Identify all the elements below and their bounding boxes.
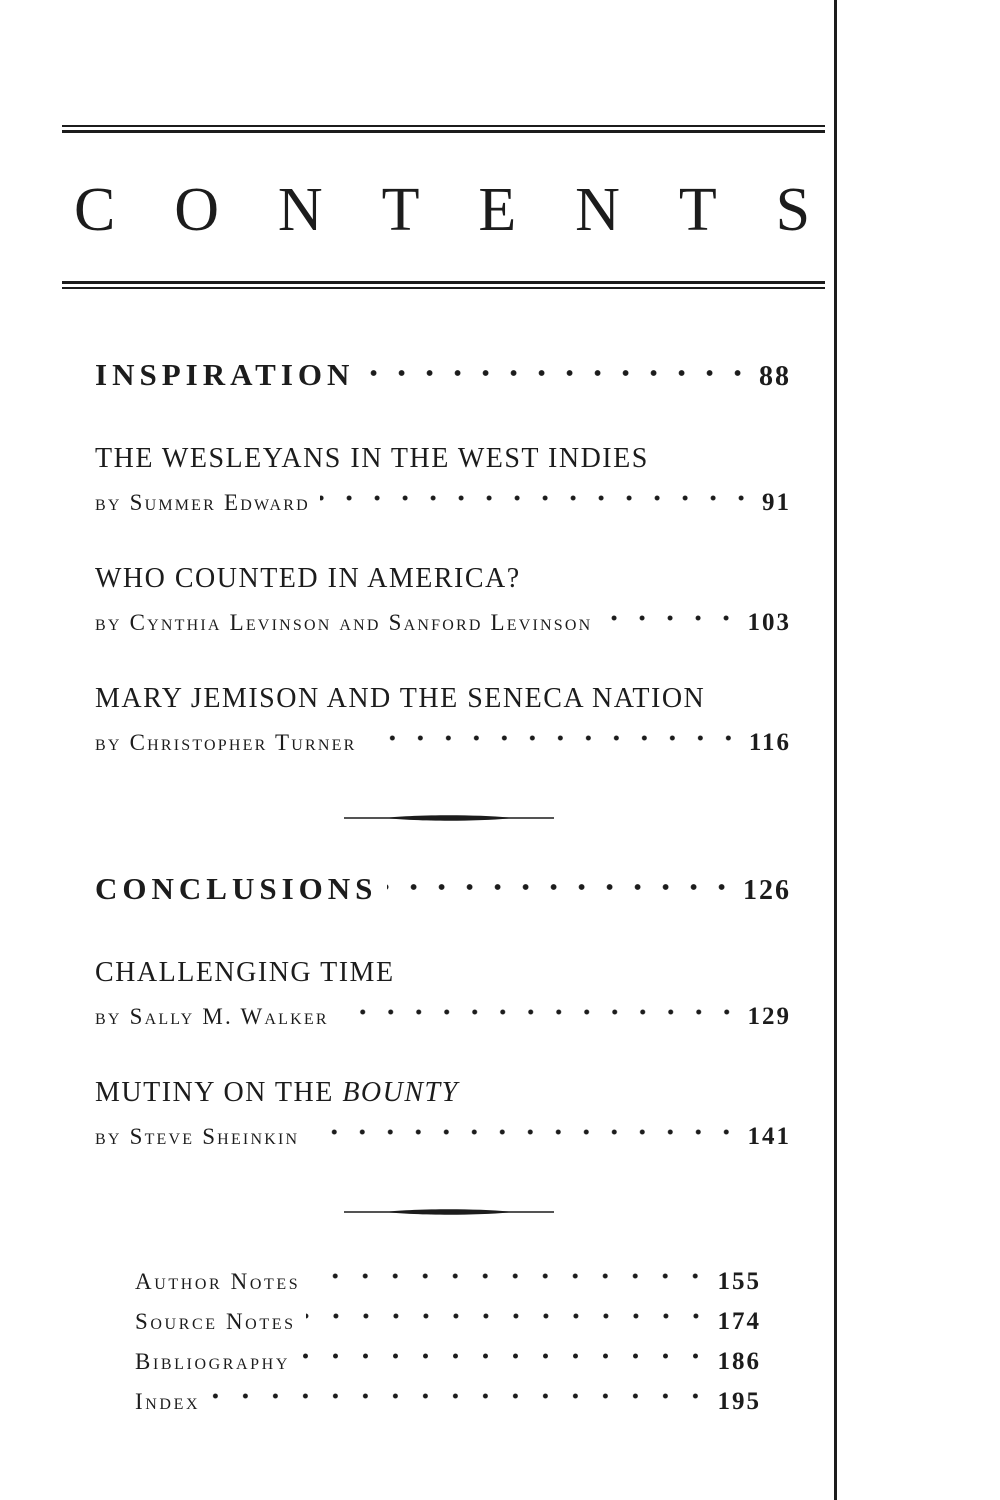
entry-title: MARY JEMISON AND THE SENECA NATION [95, 683, 706, 714]
dot-leaders [320, 489, 757, 517]
page-number: 174 [717, 1308, 761, 1335]
section-label: CONCLUSIONS [95, 871, 378, 906]
page-title: CONTENTS [74, 176, 869, 244]
back-matter-row [135, 1387, 761, 1417]
article-entry [95, 1075, 791, 1151]
header-rule-bottom [62, 281, 825, 289]
section-row-inspiration [95, 357, 791, 393]
entry-title-text: MUTINY ON THE [95, 1077, 343, 1108]
dot-leaders [339, 1003, 743, 1031]
page-number: 91 [762, 489, 791, 516]
header-rule-top [62, 125, 825, 133]
rule-line [62, 130, 825, 133]
page-number: 103 [747, 609, 791, 636]
page-number: 126 [743, 875, 791, 906]
entry-byline: by Christopher Turner [95, 730, 357, 755]
dot-leaders [602, 609, 742, 637]
rule-line [62, 281, 825, 284]
page-number: 195 [717, 1388, 761, 1415]
byline-row [95, 489, 791, 517]
dot-leaders [306, 1307, 713, 1337]
back-matter-row [135, 1267, 761, 1297]
back-matter-label: Source Notes [135, 1309, 296, 1334]
toc-page-content [62, 0, 869, 1427]
page-number: 141 [747, 1123, 791, 1150]
toc-entries [62, 357, 825, 1417]
dot-leaders [367, 729, 744, 757]
page-number: 155 [717, 1268, 761, 1295]
section-row-conclusions [95, 871, 791, 907]
dot-leaders [300, 1347, 713, 1377]
entry-title: WHO COUNTED IN AMERICA? [95, 563, 521, 594]
entry-byline: by Steve Sheinkin [95, 1124, 300, 1149]
byline-row [95, 1003, 791, 1031]
dot-leaders [309, 1123, 742, 1151]
back-matter-row [135, 1347, 761, 1377]
article-entry [95, 681, 791, 757]
dot-leaders [210, 1387, 712, 1417]
entry-title [95, 1075, 791, 1111]
entry-byline: by Cynthia Levinson and Sanford Levinson [95, 610, 593, 635]
byline-row [95, 609, 791, 637]
page-number: 186 [717, 1348, 761, 1375]
article-entry [95, 955, 791, 1031]
back-matter-row [135, 1307, 761, 1337]
article-entry [95, 561, 791, 637]
page-number: 129 [747, 1003, 791, 1030]
entry-byline: by Sally M. Walker [95, 1004, 329, 1029]
back-matter-label: Bibliography [135, 1349, 290, 1374]
entry-title: CHALLENGING TIME [95, 957, 395, 988]
entry-byline: by Summer Edward [95, 490, 310, 515]
dot-leaders [387, 871, 738, 907]
article-entry [95, 441, 791, 517]
page-number: 88 [759, 361, 791, 392]
entry-title: THE WESLEYANS IN THE WEST INDIES [95, 443, 649, 474]
back-matter-label: Author Notes [135, 1269, 301, 1294]
dot-leaders [364, 357, 754, 393]
rule-line [62, 125, 825, 127]
rule-line [62, 287, 825, 289]
page-number: 116 [748, 729, 791, 756]
byline-row [95, 1123, 791, 1151]
dot-leaders [310, 1267, 712, 1297]
back-matter-label: Index [135, 1389, 201, 1414]
section-label: INSPIRATION [95, 357, 355, 392]
back-matter-list [135, 1267, 761, 1417]
byline-row [95, 729, 791, 757]
section-divider [344, 813, 554, 823]
entry-title-italic: BOUNTY [342, 1077, 459, 1108]
section-divider [344, 1207, 554, 1217]
